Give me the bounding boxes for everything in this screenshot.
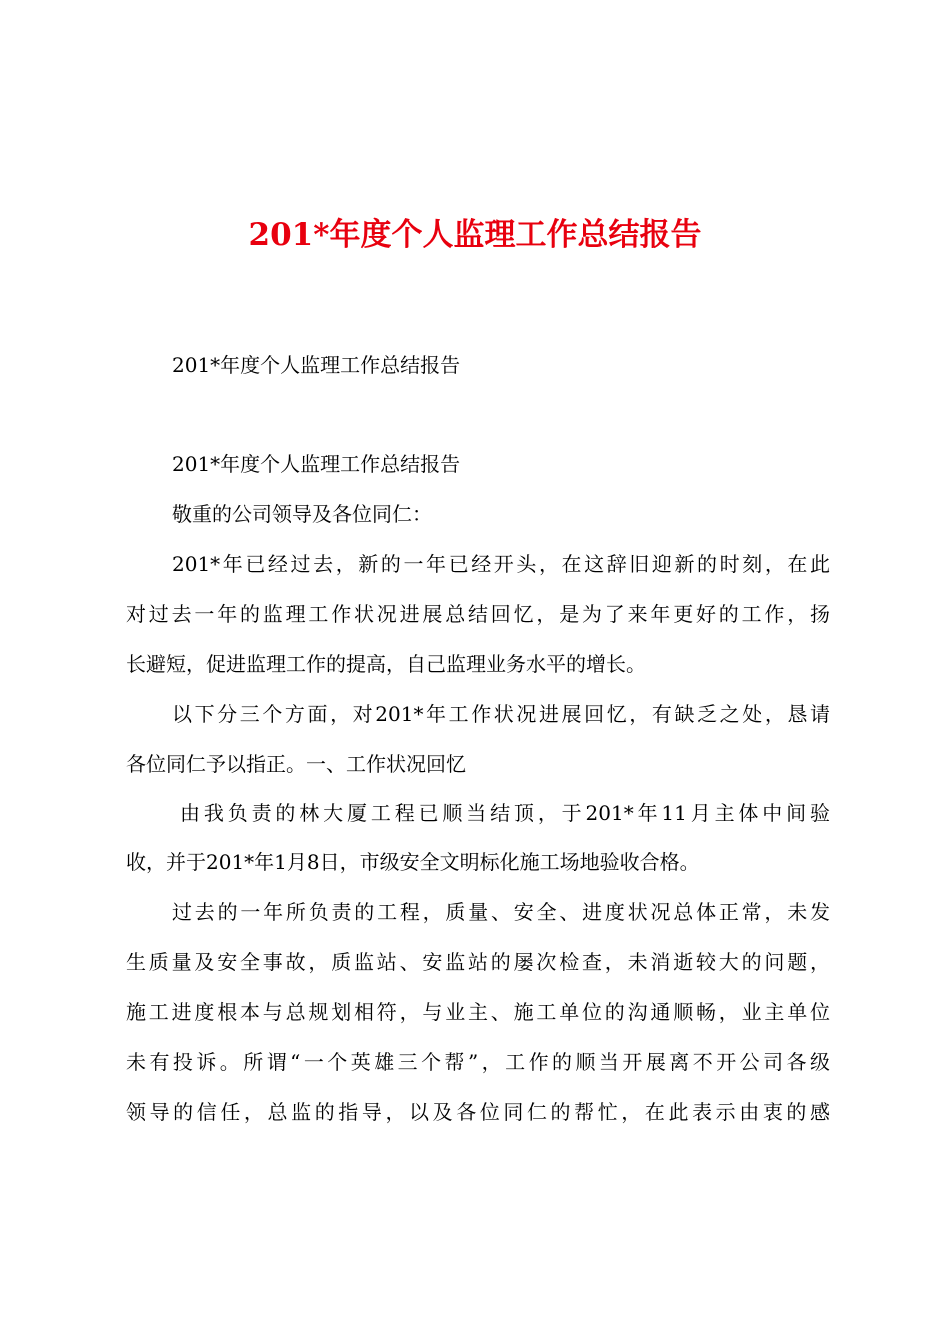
paragraph-4-line-1: 过去的一年所负责的工程，质量、安全、进度状况总体正常，未发 bbox=[172, 900, 830, 924]
paragraph-3-line-1: 由我负责的林大厦工程已顺当结顶，于201*年11月主体中间验 bbox=[180, 801, 830, 825]
paragraph-4-line-4: 未有投诉。所谓“一个英雄三个帮”，工作的顺当开展离不开公司各级 bbox=[126, 1050, 830, 1074]
paragraph-1-line-2: 对过去一年的监理工作状况进展总结回忆，是为了来年更好的工作，扬 bbox=[126, 602, 830, 626]
heading-line-1: 201*年度个人监理工作总结报告 bbox=[172, 353, 461, 377]
paragraph-1-line-1: 201*年已经过去，新的一年已经开头，在这辞旧迎新的时刻，在此 bbox=[172, 552, 830, 576]
paragraph-4-line-3: 施工进度根本与总规划相符，与业主、施工单位的沟通顺畅，业主单位 bbox=[126, 1000, 830, 1024]
salutation: 敬重的公司领导及各位同仁： bbox=[172, 502, 432, 526]
document-title: 201*年度个人监理工作总结报告 bbox=[248, 217, 702, 253]
paragraph-1-line-3: 长避短，促进监理工作的提高，自己监理业务水平的增长。 bbox=[126, 652, 646, 676]
paragraph-4-line-2: 生质量及安全事故，质监站、安监站的屡次检查，未消逝较大的问题， bbox=[126, 950, 830, 974]
paragraph-3-line-2: 收，并于201*年1月8日，市级安全文明标化施工场地验收合格。 bbox=[126, 850, 700, 874]
heading-line-2: 201*年度个人监理工作总结报告 bbox=[172, 452, 461, 476]
paragraph-2-line-2: 各位同仁予以指正。一、工作状况回忆 bbox=[126, 752, 466, 776]
paragraph-4-line-5: 领导的信任，总监的指导，以及各位同仁的帮忙，在此表示由衷的感 bbox=[126, 1100, 830, 1124]
paragraph-2-line-1: 以下分三个方面，对201*年工作状况进展回忆，有缺乏之处，恳请 bbox=[172, 702, 830, 726]
